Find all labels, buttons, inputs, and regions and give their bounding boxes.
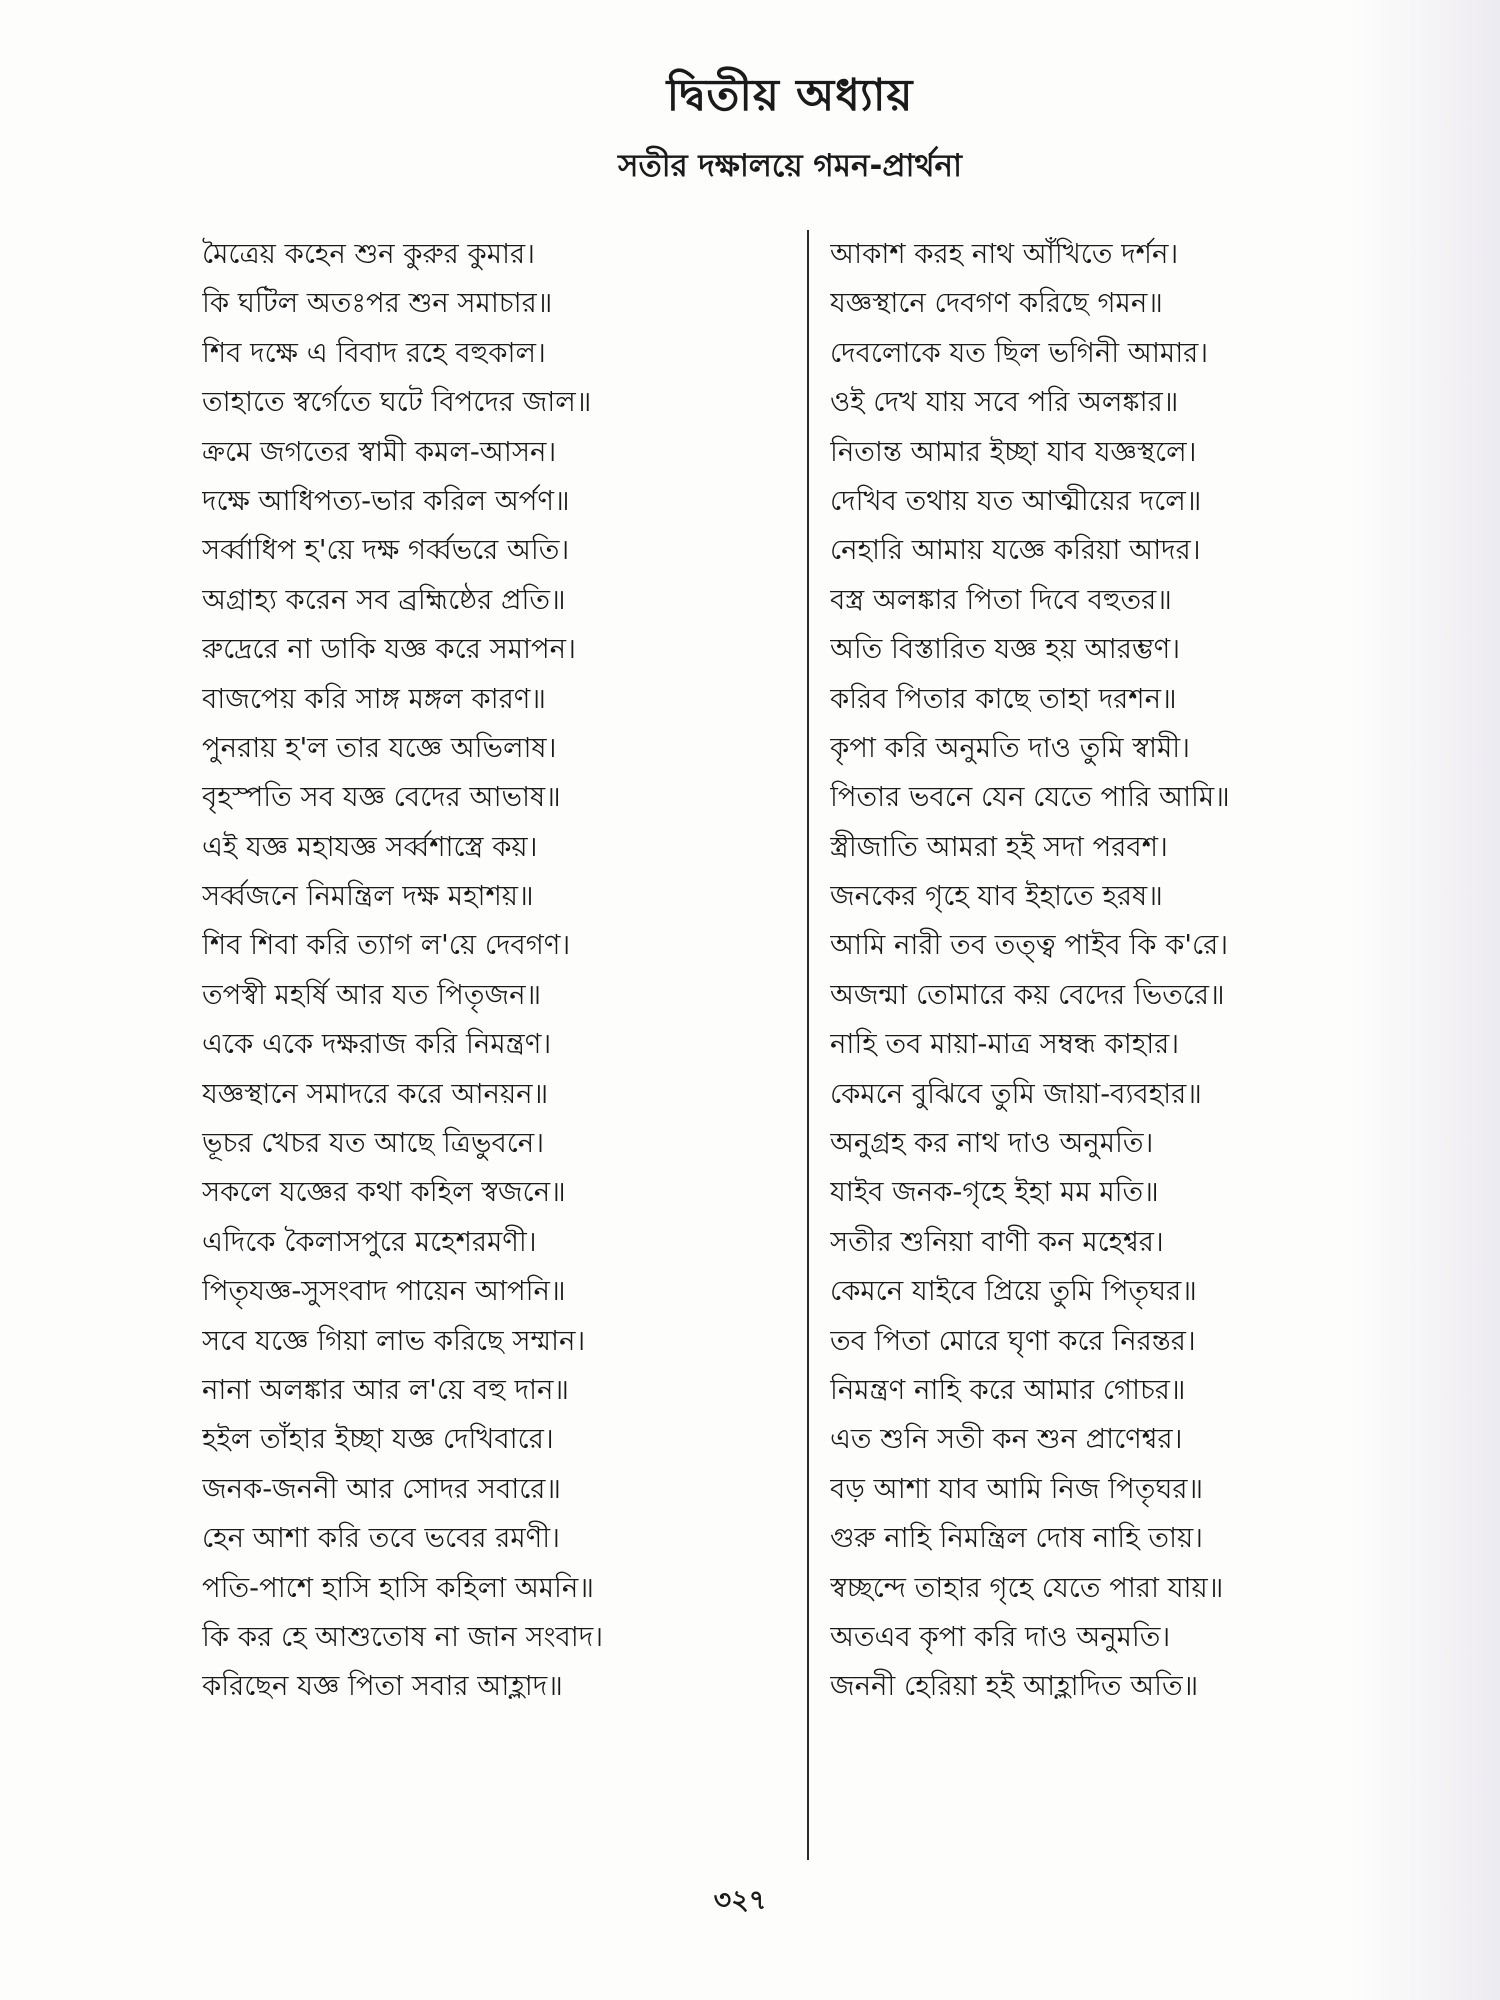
verse-line: এই যজ্ঞ মহাযজ্ঞ সর্ব্বশাস্ত্রে কয়। [202, 830, 538, 863]
verse-line: অতি বিস্তারিত যজ্ঞ হয় আরম্ভণ। [830, 633, 1181, 666]
verse-line: করিব পিতার কাছে তাহা দরশন॥ [830, 682, 1177, 715]
verse-line: হইল তাঁহার ইচ্ছা যজ্ঞ দেখিবারে। [202, 1423, 554, 1456]
verse-line: রুদ্রেরে না ডাকি যজ্ঞ করে সমাপন। [202, 633, 576, 666]
verse-line: পুনরায় হ'ল তার যজ্ঞে অভিলাষ। [202, 731, 557, 764]
verse-line: নিমন্ত্রণ নাহি করে আমার গোচর॥ [830, 1373, 1186, 1406]
verse-line: বড় আশা যাব আমি নিজ পিতৃঘর॥ [830, 1472, 1204, 1505]
verse-line: জননী হেরিয়া হই আহ্লাদিত অতি॥ [830, 1670, 1199, 1703]
verse-line: কি ঘটিল অতঃপর শুন সমাচার॥ [202, 287, 553, 320]
verse-line: অনুগ্রহ কর নাথ দাও অনুমতি। [830, 1127, 1154, 1160]
verse-line: করিছেন যজ্ঞ পিতা সবার আহ্লাদ॥ [202, 1670, 563, 1703]
verse-line: শিব শিবা করি ত্যাগ ল'য়ে দেবগণ। [202, 929, 571, 962]
verse-line: তব পিতা মোরে ঘৃণা করে নিরন্তর। [830, 1324, 1196, 1357]
verse-line: সর্ব্বাধিপ হ'য়ে দক্ষ গর্ব্বভরে অতি। [202, 534, 570, 567]
verse-line: স্ত্রীজাতি আমরা হই সদা পরবশ। [830, 830, 1168, 863]
verse-line: জনকের গৃহে যাব ইহাতে হরষ॥ [830, 880, 1163, 913]
verse-line: নানা অলঙ্কার আর ল'য়ে বহু দান॥ [202, 1373, 569, 1406]
verse-line: কি কর হে আশুতোষ না জান সংবাদ। [202, 1620, 604, 1653]
verse-line: পিতার ভবনে যেন যেতে পারি আমি॥ [830, 781, 1230, 814]
page-number: ৩২৭ [713, 1885, 767, 1916]
verse-line: কৃপা করি অনুমতি দাও তুমি স্বামী। [830, 731, 1190, 764]
verse-line: পিতৃযজ্ঞ-সুসংবাদ পায়েন আপনি॥ [202, 1275, 566, 1308]
verse-line: মৈত্রেয় কহেন শুন কুরুর কুমার। [202, 238, 535, 270]
verse-line: পতি-পাশে হাসি হাসি কহিলা অমনি॥ [202, 1571, 594, 1604]
section-title: সতীর দক্ষালয়ে গমন-প্রার্থনা [617, 148, 963, 184]
page-bleed-edge [1350, 0, 1500, 2000]
verse-line: জনক-জননী আর সোদর সবারে॥ [202, 1472, 561, 1505]
verse-line: স্বচ্ছন্দে তাহার গৃহে যেতে পারা যায়॥ [830, 1571, 1224, 1604]
verse-line: বৃহস্পতি সব যজ্ঞ বেদের আভাষ॥ [202, 781, 561, 814]
verse-line: তাহাতে স্বর্গেতে ঘটে বিপদের জাল॥ [202, 386, 592, 419]
verse-line: এত শুনি সতী কন শুন প্রাণেশ্বর। [830, 1423, 1183, 1456]
column-divider [807, 230, 809, 1860]
verse-line: দেবলোকে যত ছিল ভগিনী আমার। [830, 336, 1209, 369]
verse-line: বস্ত্র অলঙ্কার পিতা দিবে বহুতর॥ [830, 583, 1172, 616]
verse-line: সবে যজ্ঞে গিয়া লাভ করিছে সম্মান। [202, 1324, 586, 1357]
verse-line: যাইব জনক-গৃহে ইহা মম মতি॥ [830, 1176, 1159, 1209]
verse-line: তপস্বী মহর্ষি আর যত পিতৃজন॥ [202, 978, 542, 1011]
verse-line: নেহারি আমায় যজ্ঞে করিয়া আদর। [830, 534, 1201, 567]
verse-line: আমি নারী তব তত্ত্ব পাইব কি ক'রে। [830, 929, 1229, 962]
verse-line: যজ্ঞস্থানে দেবগণ করিছে গমন॥ [830, 287, 1163, 320]
verse-line: শিব দক্ষে এ বিবাদ রহে বহুকাল। [202, 336, 546, 369]
verse-line: নিতান্ত আমার ইচ্ছা যাব যজ্ঞস্থলে। [830, 435, 1197, 468]
chapter-title: দ্বিতীয় অধ্যায় [666, 70, 914, 121]
verse-line: হেন আশা করি তবে ভবের রমণী। [202, 1522, 560, 1555]
verse-line: যজ্ঞস্থানে সমাদরে করে আনয়ন॥ [202, 1077, 549, 1110]
verse-line: ভূচর খেচর যত আছে ত্রিভুবনে। [202, 1127, 545, 1160]
verse-line: কেমনে বুঝিবে তুমি জায়া-ব্যবহার॥ [830, 1077, 1202, 1110]
verse-column-right [830, 230, 1350, 1712]
verse-line: গুরু নাহি নিমন্ত্রিল দোষ নাহি তায়। [830, 1522, 1203, 1555]
verse-line: এদিকে কৈলাসপুরে মহেশরমণী। [202, 1225, 537, 1258]
verse-line: সর্ব্বজনে নিমন্ত্রিল দক্ষ মহাশয়॥ [202, 880, 534, 913]
verse-line: আকাশ করহ নাথ আঁখিতে দর্শন। [830, 238, 1179, 270]
verse-line: বাজপেয় করি সাঙ্গ মঙ্গল কারণ॥ [202, 682, 546, 715]
verse-line: কেমনে যাইবে প্রিয়ে তুমি পিতৃঘর॥ [830, 1275, 1197, 1308]
verse-line: অজন্মা তোমারে কয় বেদের ভিতরে॥ [830, 978, 1225, 1011]
verse-line: একে একে দক্ষরাজ করি নিমন্ত্রণ। [202, 1028, 552, 1061]
verse-column-left [202, 230, 792, 1712]
verse-line: সকলে যজ্ঞের কথা কহিল স্বজনে॥ [202, 1176, 566, 1209]
verse-line: দক্ষে আধিপত্য-ভার করিল অর্পণ॥ [202, 484, 570, 517]
verse-line: সতীর শুনিয়া বাণী কন মহেশ্বর। [830, 1225, 1164, 1258]
verse-line: অগ্রাহ্য করেন সব ব্রহ্মিষ্ঠের প্রতি॥ [202, 583, 566, 616]
verse-line: ওই দেখ যায় সবে পরি অলঙ্কার॥ [830, 386, 1179, 419]
verse-line: দেখিব তথায় যত আত্মীয়ের দলে॥ [830, 484, 1202, 517]
verse-line: নাহি তব মায়া-মাত্র সম্বন্ধ কাহার। [830, 1028, 1180, 1061]
verse-line: অতএব কৃপা করি দাও অনুমতি। [830, 1620, 1171, 1653]
verse-line: ক্রমে জগতের স্বামী কমল-আসন। [202, 435, 557, 468]
